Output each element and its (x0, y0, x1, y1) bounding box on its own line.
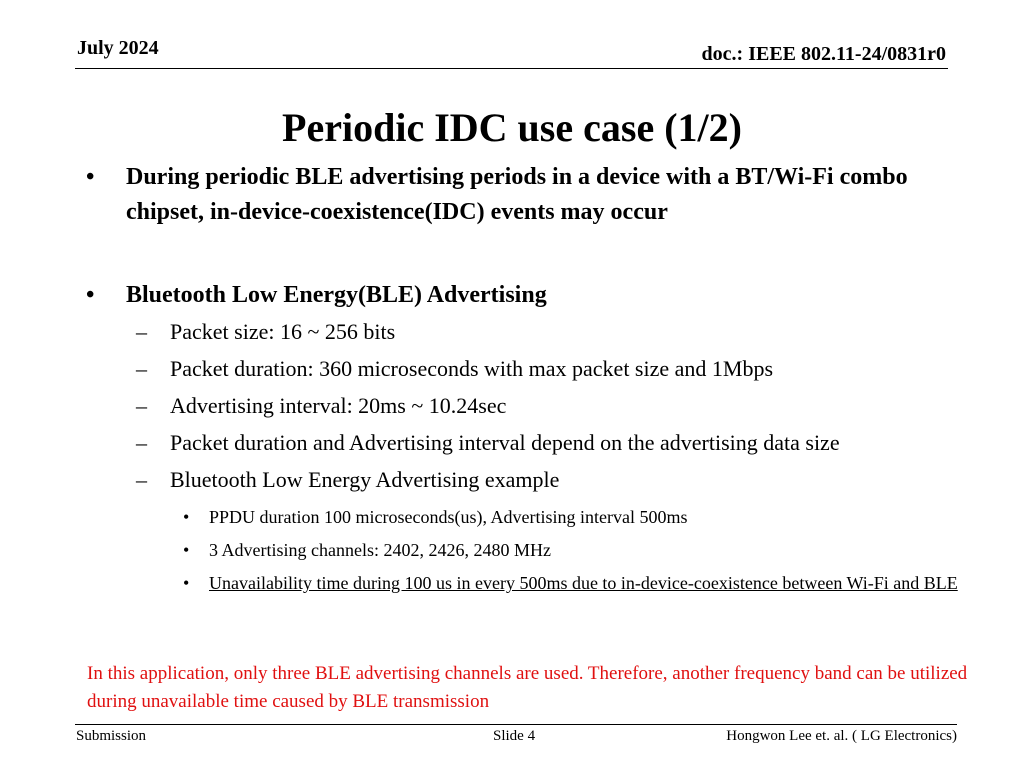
sub-bullet-advertising-interval (86, 387, 966, 424)
bullet-idc-events (86, 160, 966, 230)
example-item-text: 3 Advertising channels: 2402, 2426, 2480 MHz (209, 540, 551, 560)
sub-bullet-ble-example (86, 461, 966, 498)
bullet-dot-icon: • (183, 573, 190, 593)
dash-icon: – (136, 319, 147, 344)
sub-bullet-text: Bluetooth Low Energy Advertising example (170, 467, 560, 492)
sub-bullet-text: Advertising interval: 20ms ~ 10.24sec (170, 393, 507, 418)
example-item-text: Unavailability time during 100 us in every 500ms due to in-device-coexistence between Wi-Fi and BLE (209, 573, 958, 593)
header-divider (75, 68, 948, 69)
dash-icon: – (136, 393, 147, 418)
dash-icon: – (136, 467, 147, 492)
header-doc-id: doc.: IEEE 802.11-24/0831r0 (701, 43, 946, 65)
bullet-dot-icon: • (86, 282, 95, 308)
sub-bullet-text: Packet size: 16 ~ 256 bits (170, 319, 396, 344)
header-date: July 2024 (77, 37, 159, 59)
bullet-dot-icon: • (86, 164, 95, 190)
example-item-text: PPDU duration 100 microseconds(us), Advertising interval 500ms (209, 507, 688, 527)
example-item-unavailability (86, 570, 966, 597)
sub-bullet-packet-size (86, 313, 966, 350)
sub-bullet-text: Packet duration: 360 microseconds with max packet size and 1Mbps (170, 356, 774, 381)
application-note: In this application, only three BLE advertising channels are used. Therefore, another frequency band can be utilized during unavailable time caused by BLE transmission (87, 663, 968, 712)
bullet-dot-icon: • (183, 540, 190, 560)
sub-bullet-duration-dependency (86, 424, 966, 461)
footer-submission: Submission (76, 728, 147, 744)
example-item-channels (86, 537, 966, 564)
bullet-dot-icon: • (183, 507, 190, 527)
footer-authors: Hongwon Lee et. al. ( LG Electronics) (726, 728, 957, 744)
footer-divider (75, 724, 957, 725)
dash-icon: – (136, 430, 147, 455)
footer-slide-number: Slide 4 (493, 728, 536, 744)
slide-title: Periodic IDC use case (1/2) (282, 105, 742, 150)
sub-bullet-packet-duration (86, 350, 966, 387)
bullet-text: During periodic BLE advertising periods in a device with a BT/Wi-Fi combo chipset, in-device-coexistence(IDC) events may occur (126, 164, 908, 225)
dash-icon: – (136, 356, 147, 381)
bullet-text: Bluetooth Low Energy(BLE) Advertising (126, 282, 547, 308)
sub-bullet-text: Packet duration and Advertising interval depend on the advertising data size (170, 430, 840, 455)
slide-content (86, 160, 966, 597)
bullet-ble-advertising (86, 278, 966, 313)
example-item-ppdu-duration (86, 504, 966, 531)
